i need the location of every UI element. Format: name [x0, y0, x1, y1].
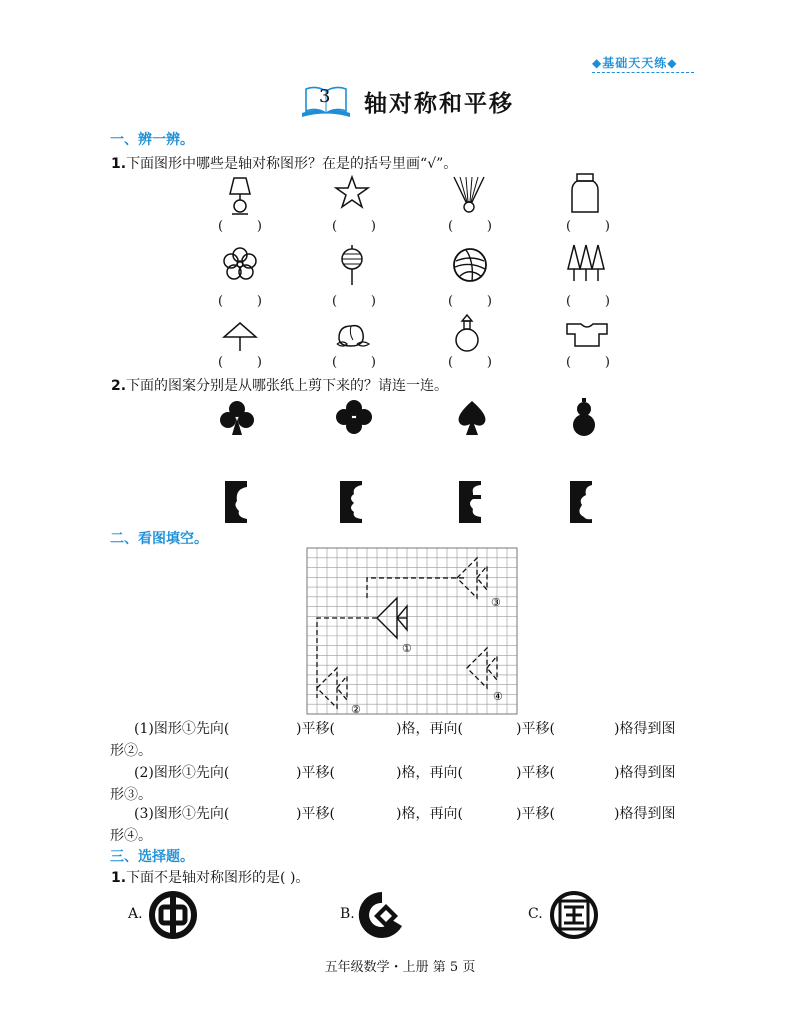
s3-q1-text: [111, 867, 309, 887]
lollipop-icon: [338, 243, 366, 287]
q2-prompt: 下面的图案分别是从哪张纸上剪下来的？请连一连。: [126, 378, 449, 394]
s3-q1-number: 1.: [111, 870, 127, 886]
club-icon: [220, 400, 254, 436]
fish-label-2: ②: [351, 703, 361, 716]
section1-heading: 一、辨一辨。: [110, 132, 194, 148]
header-tag: ◆基础天天练◆: [592, 56, 678, 70]
jar-icon: [569, 172, 601, 216]
bottle-icon: [452, 313, 482, 355]
icbc-logo: [548, 890, 600, 940]
paper-half-flower: [340, 481, 362, 523]
book-icon: [298, 83, 354, 119]
lesson-title: [298, 83, 514, 119]
translation-grid: [307, 548, 519, 716]
fill-item-1: (1)图形①先向( )平移( )格，再向( )平移( )格得到图 形②。: [110, 721, 676, 759]
s3-q1-prompt: 下面不是轴对称图形的是( )。: [126, 870, 310, 886]
option-a-label: A.: [128, 906, 143, 922]
paper-half-club: [225, 481, 247, 523]
umbrella-icon: [222, 321, 258, 353]
peach-icon: [333, 318, 373, 350]
section3-heading: 三、选择题。: [110, 849, 194, 865]
construction-bank-logo: [356, 890, 408, 940]
fish-label-1: ①: [402, 642, 412, 655]
q2-text: [111, 375, 448, 395]
page-footer: 五年级数学・上册 第 5 页: [324, 960, 476, 975]
fish-label-4: ④: [493, 690, 503, 703]
fish-4: [467, 648, 497, 688]
page-title: 轴对称和平移: [364, 90, 514, 117]
option-b-label: B.: [340, 906, 355, 922]
bank-of-china-logo: [148, 890, 198, 940]
fish-2: [317, 668, 347, 708]
cut-flower-icon: [336, 400, 372, 434]
volleyball-icon: [452, 247, 488, 283]
fish-1: [377, 598, 407, 638]
fill-item-3: (3)图形①先向( )平移( )格，再向( )平移( )格得到图 形④。: [110, 806, 676, 844]
shuttlecock-icon: [451, 174, 487, 214]
lesson-number: 3: [319, 86, 331, 107]
header-divider: [592, 72, 694, 73]
option-c-label: C.: [528, 906, 543, 922]
trees-icon: [566, 243, 606, 285]
star-icon: [334, 175, 370, 211]
lamp-icon: [222, 174, 258, 216]
q2-number: 2.: [111, 378, 127, 394]
flower-icon: [222, 246, 258, 282]
paper-half-gourd: [570, 481, 592, 523]
q1-text: [111, 153, 457, 173]
section2-heading: 二、看图填空。: [110, 531, 208, 547]
q1-number: 1.: [111, 156, 127, 172]
fill-item-2: (2)图形①先向( )平移( )格，再向( )平移( )格得到图 形③。: [110, 765, 676, 803]
gourd-icon: [570, 398, 598, 438]
q1-prompt: 下面图形中哪些是轴对称图形？在是的括号里画“√”。: [126, 156, 458, 172]
fish-label-3: ③: [491, 596, 501, 609]
spade-icon: [455, 400, 489, 436]
paper-half-spade: [459, 481, 481, 523]
tshirt-icon: [565, 322, 609, 348]
